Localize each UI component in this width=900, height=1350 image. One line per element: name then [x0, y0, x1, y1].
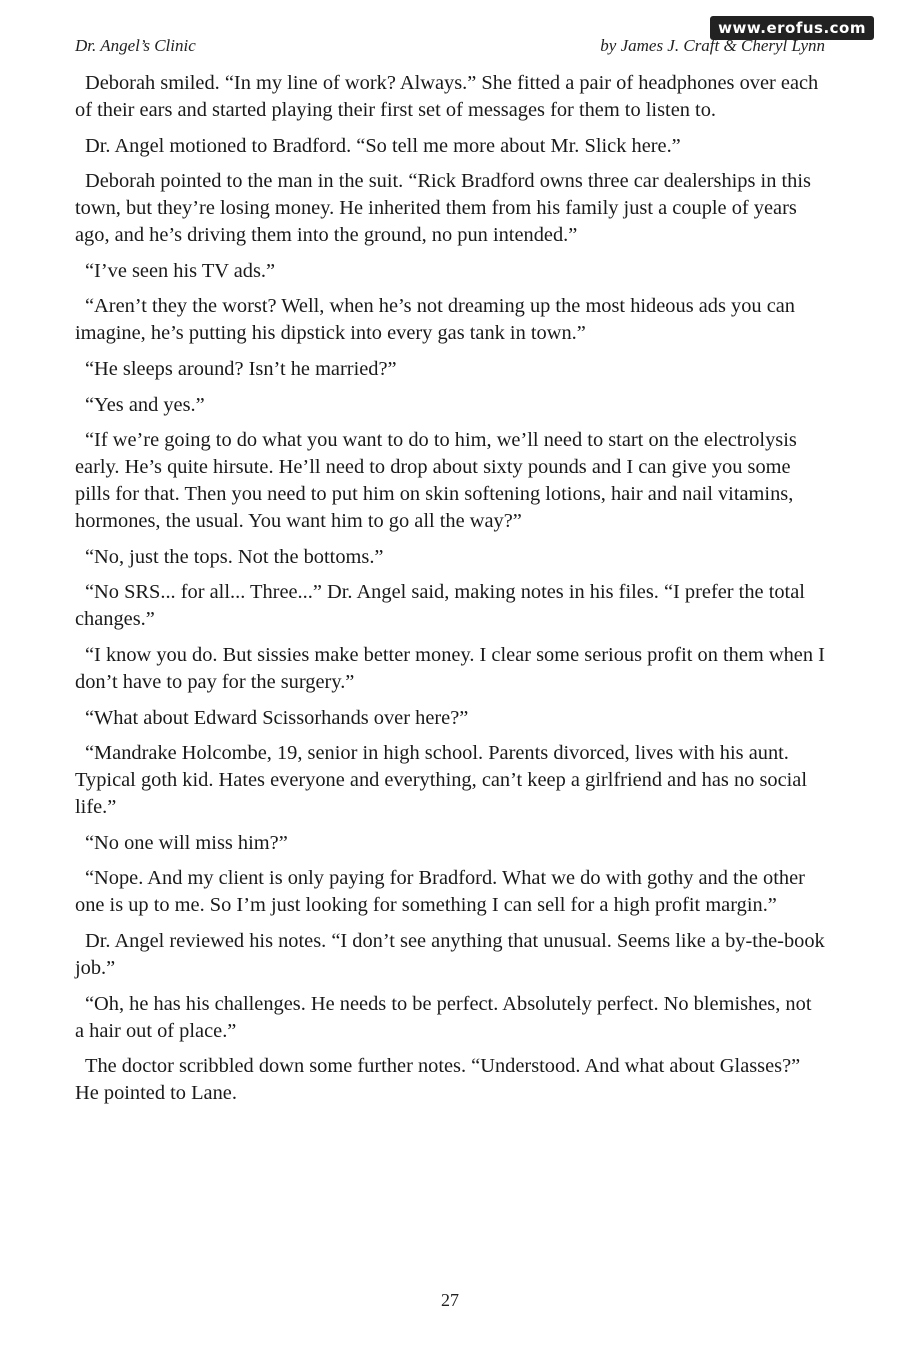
paragraph: “I’ve seen his TV ads.”: [85, 259, 276, 282]
paragraph: “Oh, he has his challenges. He needs to be perfect. Absolutely perfect. No blemishes, not a hair out of place.”: [75, 992, 812, 1042]
page-body: [75, 70, 825, 1116]
paragraph: Dr. Angel reviewed his notes. “I don’t see anything that unusual. Seems like a by-the-book job.”: [75, 929, 825, 979]
paragraph: Deborah smiled. “In my line of work? Always.” She fitted a pair of headphones over each of their ears and started playing their first set of messages for them to listen to.: [75, 72, 819, 121]
paragraph: “Aren’t they the worst? Well, when he’s not dreaming up the most hideous ads you can imagine, he’s putting his dipstick into every gas tank in town.”: [75, 295, 795, 345]
header-authors: by James J. Craft & Cheryl Lynn: [600, 36, 825, 55]
paragraph: The doctor scribbled down some further notes. “Understood. And what about Glasses?” He pointed to Lane.: [75, 1055, 801, 1105]
paragraph: “If we’re going to do what you want to do to him, we’ll need to start on the electrolysis early. He’s quite hirsute. He’ll need to drop about sixty pounds and I can give you some pills for that. Then you need to put him on skin softening lotions, hair and nail vitamins, hormones, the usual. You want him to go all the way?”: [75, 429, 797, 533]
watermark-logo: www.erofus.com: [710, 16, 874, 40]
paragraph: “Nope. And my client is only paying for Bradford. What we do with gothy and the other one is up to me. So I’m just looking for something I can sell for a high profit margin.”: [75, 867, 805, 917]
page-number: 27: [441, 1290, 459, 1310]
paragraph: “What about Edward Scissorhands over here?”: [85, 706, 469, 729]
paragraph: “I know you do. But sissies make better money. I clear some serious profit on them when I don’t have to pay for the surgery.”: [75, 643, 825, 693]
paragraph: “He sleeps around? Isn’t he married?”: [85, 357, 397, 380]
header-book-title: Dr. Angel’s Clinic: [75, 36, 196, 55]
paragraph: Dr. Angel motioned to Bradford. “So tell me more about Mr. Slick here.”: [85, 134, 681, 157]
paragraph: “Yes and yes.”: [85, 393, 205, 416]
paragraph: “No SRS... for all... Three...” Dr. Angel said, making notes in his files. “I prefer the total changes.”: [75, 581, 805, 631]
running-header: [75, 36, 825, 56]
paragraph: “Mandrake Holcombe, 19, senior in high school. Parents divorced, lives with his aunt. Typical goth kid. Hates everyone and everything, can’t keep a girlfriend and has no social life.”: [75, 742, 808, 819]
paragraph: “No, just the tops. Not the bottoms.”: [85, 545, 384, 568]
paragraph: Deborah pointed to the man in the suit. “Rick Bradford owns three car dealerships in this town, but they’re losing money. He inherited them from his family just a couple of years ago, and he’s driving them into the ground, no pun intended.”: [75, 170, 811, 247]
paragraph: “No one will miss him?”: [85, 831, 288, 854]
